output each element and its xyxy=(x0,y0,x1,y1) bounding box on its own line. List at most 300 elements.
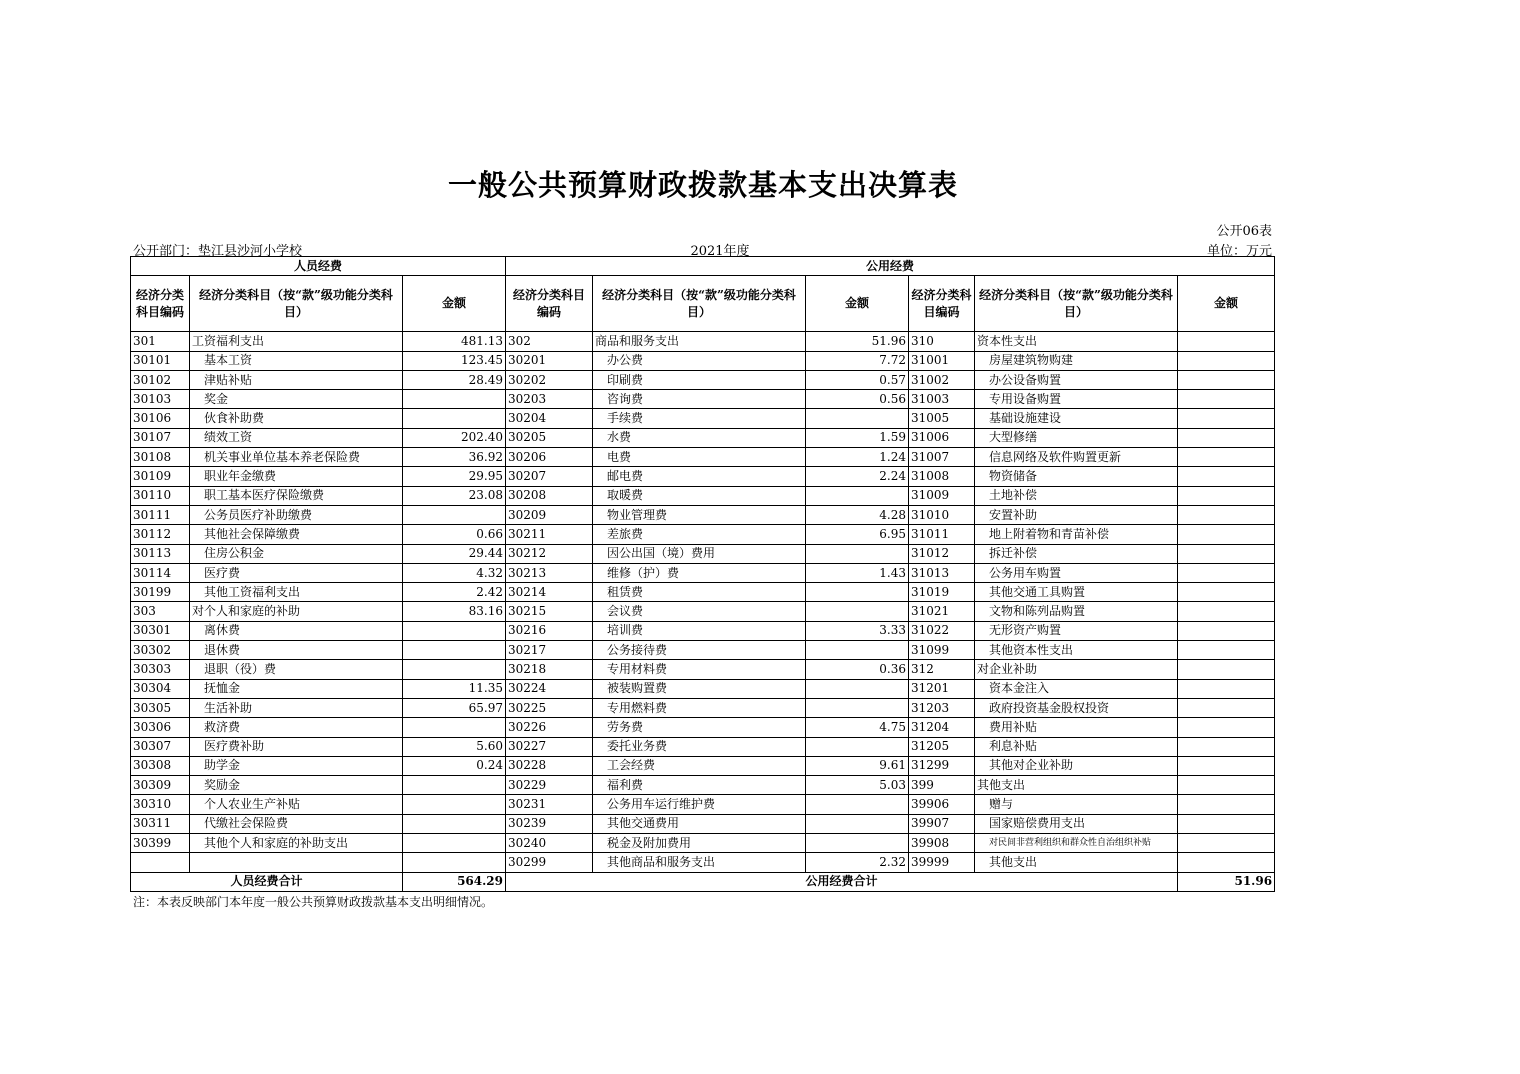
table-row xyxy=(131,428,1275,447)
name-cell: 培训费 xyxy=(593,621,806,640)
code-cell: 30214 xyxy=(506,583,593,602)
col-header-amount: 金额 xyxy=(403,276,506,332)
amount-cell: 4.75 xyxy=(806,718,909,737)
code-cell: 30102 xyxy=(131,370,190,389)
code-cell: 30224 xyxy=(506,679,593,698)
name-cell: 取暖费 xyxy=(593,486,806,505)
name-cell: 生活补助 xyxy=(190,698,403,717)
code-cell: 31003 xyxy=(909,390,975,409)
name-cell: 其他交通费用 xyxy=(593,814,806,833)
name-cell: 机关事业单位基本养老保险费 xyxy=(190,448,403,467)
name-cell: 专用材料费 xyxy=(593,660,806,679)
code-cell: 39999 xyxy=(909,853,975,872)
amount-cell: 2.32 xyxy=(806,853,909,872)
name-cell: 工资福利支出 xyxy=(190,332,403,351)
code-cell: 31099 xyxy=(909,641,975,660)
name-cell: 资本性支出 xyxy=(975,332,1178,351)
name-cell: 基础设施建设 xyxy=(975,409,1178,428)
name-cell: 办公费 xyxy=(593,351,806,370)
code-cell: 30305 xyxy=(131,698,190,717)
name-cell xyxy=(190,853,403,872)
code-cell: 31012 xyxy=(909,544,975,563)
amount-cell: 5.03 xyxy=(806,776,909,795)
name-cell: 助学金 xyxy=(190,756,403,775)
amount-cell: 83.16 xyxy=(403,602,506,621)
amount-cell xyxy=(1178,621,1275,640)
amount-cell xyxy=(806,583,909,602)
amount-cell: 481.13 xyxy=(403,332,506,351)
amount-cell xyxy=(806,544,909,563)
name-cell: 电费 xyxy=(593,448,806,467)
name-cell: 办公设备购置 xyxy=(975,370,1178,389)
name-cell: 奖金 xyxy=(190,390,403,409)
code-cell: 30211 xyxy=(506,525,593,544)
amount-cell xyxy=(1178,351,1275,370)
code-cell: 31022 xyxy=(909,621,975,640)
name-cell: 退职（役）费 xyxy=(190,660,403,679)
name-cell: 邮电费 xyxy=(593,467,806,486)
amount-cell xyxy=(1178,486,1275,505)
unit-label: 单位：万元 xyxy=(1206,244,1272,259)
amount-cell: 0.36 xyxy=(806,660,909,679)
name-cell: 物资储备 xyxy=(975,467,1178,486)
amount-cell xyxy=(1178,370,1275,389)
name-cell: 医疗费补助 xyxy=(190,737,403,756)
amount-cell xyxy=(1178,679,1275,698)
col-header-name: 经济分类科目（按“款”级功能分类科目） xyxy=(975,276,1178,332)
code-cell: 30201 xyxy=(506,351,593,370)
name-cell: 绩效工资 xyxy=(190,428,403,447)
amount-cell xyxy=(1178,409,1275,428)
table-row xyxy=(131,351,1275,370)
code-cell: 30311 xyxy=(131,814,190,833)
amount-cell xyxy=(806,834,909,853)
name-cell: 商品和服务支出 xyxy=(593,332,806,351)
code-cell: 31013 xyxy=(909,563,975,582)
amount-cell xyxy=(1178,583,1275,602)
amount-cell xyxy=(806,641,909,660)
table-row xyxy=(131,390,1275,409)
name-cell: 国家赔偿费用支出 xyxy=(975,814,1178,833)
table-row xyxy=(131,737,1275,756)
code-cell: 31205 xyxy=(909,737,975,756)
name-cell: 其他社会保障缴费 xyxy=(190,525,403,544)
name-cell: 其他支出 xyxy=(975,853,1178,872)
name-cell: 对个人和家庭的补助 xyxy=(190,602,403,621)
amount-cell xyxy=(403,718,506,737)
code-cell: 30308 xyxy=(131,756,190,775)
code-cell: 30108 xyxy=(131,448,190,467)
name-cell: 基本工资 xyxy=(190,351,403,370)
amount-cell xyxy=(1178,505,1275,524)
name-cell: 其他支出 xyxy=(975,776,1178,795)
col-header-code: 经济分类科目编码 xyxy=(131,276,190,332)
name-cell: 差旅费 xyxy=(593,525,806,544)
code-cell: 30203 xyxy=(506,390,593,409)
code-cell: 31203 xyxy=(909,698,975,717)
amount-cell xyxy=(1178,332,1275,351)
name-cell: 医疗费 xyxy=(190,563,403,582)
code-cell: 30228 xyxy=(506,756,593,775)
code-cell: 312 xyxy=(909,660,975,679)
public-total-label: 公用经费合计 xyxy=(506,872,1178,891)
amount-cell: 23.08 xyxy=(403,486,506,505)
code-cell: 30199 xyxy=(131,583,190,602)
footnote: 注：本表反映部门本年度一般公共预算财政拨款基本支出明细情况。 xyxy=(133,895,494,909)
code-cell: 30304 xyxy=(131,679,190,698)
name-cell: 其他交通工具购置 xyxy=(975,583,1178,602)
name-cell: 房屋建筑物购建 xyxy=(975,351,1178,370)
code-cell: 30226 xyxy=(506,718,593,737)
code-cell: 30229 xyxy=(506,776,593,795)
name-cell: 文物和陈列品购置 xyxy=(975,602,1178,621)
table-row xyxy=(131,563,1275,582)
amount-cell xyxy=(403,621,506,640)
personnel-total-label: 人员经费合计 xyxy=(131,872,403,891)
year-label: 2021年度 xyxy=(690,244,750,259)
name-cell: 会议费 xyxy=(593,602,806,621)
code-cell: 31201 xyxy=(909,679,975,698)
name-cell: 其他商品和服务支出 xyxy=(593,853,806,872)
amount-cell: 2.42 xyxy=(403,583,506,602)
name-cell: 奖励金 xyxy=(190,776,403,795)
amount-cell: 51.96 xyxy=(806,332,909,351)
name-cell: 其他工资福利支出 xyxy=(190,583,403,602)
name-cell: 土地补偿 xyxy=(975,486,1178,505)
table-row xyxy=(131,505,1275,524)
col-header-amount: 金额 xyxy=(1178,276,1275,332)
code-cell: 302 xyxy=(506,332,593,351)
name-cell: 委托业务费 xyxy=(593,737,806,756)
name-cell: 信息网络及软件购置更新 xyxy=(975,448,1178,467)
name-cell: 水费 xyxy=(593,428,806,447)
code-cell: 30399 xyxy=(131,834,190,853)
name-cell: 印刷费 xyxy=(593,370,806,389)
amount-cell: 1.59 xyxy=(806,428,909,447)
amount-cell xyxy=(403,853,506,872)
table-row xyxy=(131,795,1275,814)
name-cell: 资本金注入 xyxy=(975,679,1178,698)
code-cell: 301 xyxy=(131,332,190,351)
name-cell: 利息补贴 xyxy=(975,737,1178,756)
name-cell: 政府投资基金股权投资 xyxy=(975,698,1178,717)
name-cell: 无形资产购置 xyxy=(975,621,1178,640)
code-cell: 30215 xyxy=(506,602,593,621)
group-header-public: 公用经费 xyxy=(506,257,1275,276)
code-cell: 30112 xyxy=(131,525,190,544)
name-cell: 退休费 xyxy=(190,641,403,660)
code-cell: 30299 xyxy=(506,853,593,872)
code-cell: 30239 xyxy=(506,814,593,833)
table-row xyxy=(131,448,1275,467)
amount-cell xyxy=(1178,737,1275,756)
name-cell: 赠与 xyxy=(975,795,1178,814)
name-cell: 公务接待费 xyxy=(593,641,806,660)
table-row xyxy=(131,641,1275,660)
name-cell: 费用补贴 xyxy=(975,718,1178,737)
code-cell: 31204 xyxy=(909,718,975,737)
amount-cell xyxy=(403,641,506,660)
code-cell: 30240 xyxy=(506,834,593,853)
table-row xyxy=(131,814,1275,833)
amount-cell xyxy=(1178,544,1275,563)
amount-cell xyxy=(403,795,506,814)
table-row xyxy=(131,583,1275,602)
table-row xyxy=(131,756,1275,775)
name-cell: 被装购置费 xyxy=(593,679,806,698)
name-cell: 职业年金缴费 xyxy=(190,467,403,486)
department-label: 公开部门：垫江县沙河小学校 xyxy=(133,244,303,259)
amount-cell xyxy=(806,486,909,505)
code-cell: 30206 xyxy=(506,448,593,467)
code-cell: 31010 xyxy=(909,505,975,524)
page-title: 一般公共预算财政拨款基本支出决算表 xyxy=(447,168,958,202)
code-cell: 39907 xyxy=(909,814,975,833)
name-cell: 安置补助 xyxy=(975,505,1178,524)
code-cell: 31299 xyxy=(909,756,975,775)
code-cell: 30202 xyxy=(506,370,593,389)
code-cell: 39908 xyxy=(909,834,975,853)
name-cell: 其他个人和家庭的补助支出 xyxy=(190,834,403,853)
table-row xyxy=(131,679,1275,698)
code-cell xyxy=(131,853,190,872)
col-header-name: 经济分类科目（按“款”级功能分类科目） xyxy=(593,276,806,332)
name-cell: 个人农业生产补贴 xyxy=(190,795,403,814)
name-cell: 因公出国（境）费用 xyxy=(593,544,806,563)
code-cell: 30110 xyxy=(131,486,190,505)
amount-cell xyxy=(1178,467,1275,486)
code-cell: 30227 xyxy=(506,737,593,756)
amount-cell xyxy=(403,834,506,853)
name-cell: 租赁费 xyxy=(593,583,806,602)
table-row xyxy=(131,332,1275,351)
name-cell: 其他对企业补助 xyxy=(975,756,1178,775)
code-cell: 31006 xyxy=(909,428,975,447)
code-cell: 30218 xyxy=(506,660,593,679)
code-cell: 30114 xyxy=(131,563,190,582)
amount-cell xyxy=(806,814,909,833)
code-cell: 30302 xyxy=(131,641,190,660)
name-cell: 咨询费 xyxy=(593,390,806,409)
code-cell: 30231 xyxy=(506,795,593,814)
amount-cell xyxy=(1178,776,1275,795)
amount-cell xyxy=(1178,448,1275,467)
table-row xyxy=(131,467,1275,486)
amount-cell: 28.49 xyxy=(403,370,506,389)
amount-cell: 5.60 xyxy=(403,737,506,756)
table-row xyxy=(131,544,1275,563)
amount-cell: 11.35 xyxy=(403,679,506,698)
code-cell: 31008 xyxy=(909,467,975,486)
name-cell: 物业管理费 xyxy=(593,505,806,524)
amount-cell xyxy=(1178,602,1275,621)
amount-cell xyxy=(1178,853,1275,872)
amount-cell xyxy=(1178,756,1275,775)
name-cell: 其他资本性支出 xyxy=(975,641,1178,660)
amount-cell: 29.44 xyxy=(403,544,506,563)
name-cell: 专用设备购置 xyxy=(975,390,1178,409)
table-row xyxy=(131,486,1275,505)
amount-cell xyxy=(806,679,909,698)
amount-cell: 3.33 xyxy=(806,621,909,640)
amount-cell xyxy=(1178,795,1275,814)
amount-cell xyxy=(806,698,909,717)
col-header-name: 经济分类科目（按“款”级功能分类科目） xyxy=(190,276,403,332)
name-cell: 离休费 xyxy=(190,621,403,640)
table-row xyxy=(131,525,1275,544)
code-cell: 30212 xyxy=(506,544,593,563)
code-cell: 31009 xyxy=(909,486,975,505)
code-cell: 31007 xyxy=(909,448,975,467)
name-cell: 维修（护）费 xyxy=(593,563,806,582)
code-cell: 39906 xyxy=(909,795,975,814)
col-header-code: 经济分类科目编码 xyxy=(506,276,593,332)
amount-cell xyxy=(403,660,506,679)
name-cell: 津贴补贴 xyxy=(190,370,403,389)
amount-cell: 4.28 xyxy=(806,505,909,524)
amount-cell xyxy=(1178,428,1275,447)
column-header-row xyxy=(131,276,1275,332)
group-header-row xyxy=(131,257,1275,276)
code-cell: 30306 xyxy=(131,718,190,737)
name-cell: 住房公积金 xyxy=(190,544,403,563)
amount-cell xyxy=(806,737,909,756)
amount-cell: 7.72 xyxy=(806,351,909,370)
amount-cell: 123.45 xyxy=(403,351,506,370)
code-cell: 303 xyxy=(131,602,190,621)
amount-cell xyxy=(1178,641,1275,660)
code-cell: 30307 xyxy=(131,737,190,756)
code-cell: 31019 xyxy=(909,583,975,602)
name-cell: 职工基本医疗保险缴费 xyxy=(190,486,403,505)
form-number: 公开06表 xyxy=(1216,224,1272,239)
code-cell: 30103 xyxy=(131,390,190,409)
table-row xyxy=(131,660,1275,679)
amount-cell: 0.57 xyxy=(806,370,909,389)
group-header-personnel: 人员经费 xyxy=(131,257,506,276)
amount-cell: 4.32 xyxy=(403,563,506,582)
amount-cell: 65.97 xyxy=(403,698,506,717)
name-cell: 伙食补助费 xyxy=(190,409,403,428)
name-cell: 手续费 xyxy=(593,409,806,428)
code-cell: 30213 xyxy=(506,563,593,582)
name-cell: 公务用车购置 xyxy=(975,563,1178,582)
code-cell: 30207 xyxy=(506,467,593,486)
name-cell: 代缴社会保险费 xyxy=(190,814,403,833)
amount-cell xyxy=(1178,660,1275,679)
amount-cell xyxy=(1178,834,1275,853)
code-cell: 399 xyxy=(909,776,975,795)
code-cell: 30113 xyxy=(131,544,190,563)
amount-cell: 36.92 xyxy=(403,448,506,467)
amount-cell: 2.24 xyxy=(806,467,909,486)
code-cell: 30106 xyxy=(131,409,190,428)
amount-cell: 9.61 xyxy=(806,756,909,775)
amount-cell xyxy=(1178,698,1275,717)
code-cell: 30309 xyxy=(131,776,190,795)
amount-cell: 1.24 xyxy=(806,448,909,467)
name-cell: 公务员医疗补助缴费 xyxy=(190,505,403,524)
table-row xyxy=(131,853,1275,872)
table-row xyxy=(131,776,1275,795)
code-cell: 30225 xyxy=(506,698,593,717)
code-cell: 31005 xyxy=(909,409,975,428)
amount-cell: 0.66 xyxy=(403,525,506,544)
code-cell: 30303 xyxy=(131,660,190,679)
amount-cell: 29.95 xyxy=(403,467,506,486)
amount-cell xyxy=(1178,718,1275,737)
name-cell: 公务用车运行维护费 xyxy=(593,795,806,814)
name-cell: 劳务费 xyxy=(593,718,806,737)
name-cell: 对企业补助 xyxy=(975,660,1178,679)
amount-cell xyxy=(403,814,506,833)
amount-cell xyxy=(403,776,506,795)
code-cell: 30301 xyxy=(131,621,190,640)
code-cell: 30208 xyxy=(506,486,593,505)
amount-cell xyxy=(1178,563,1275,582)
amount-cell xyxy=(1178,525,1275,544)
name-cell: 抚恤金 xyxy=(190,679,403,698)
amount-cell: 1.43 xyxy=(806,563,909,582)
totals-row xyxy=(131,872,1275,891)
code-cell: 30101 xyxy=(131,351,190,370)
amount-cell xyxy=(806,602,909,621)
amount-cell: 0.56 xyxy=(806,390,909,409)
amount-cell xyxy=(1178,814,1275,833)
amount-cell: 6.95 xyxy=(806,525,909,544)
code-cell: 30310 xyxy=(131,795,190,814)
amount-cell xyxy=(403,409,506,428)
name-cell: 专用燃料费 xyxy=(593,698,806,717)
code-cell: 30107 xyxy=(131,428,190,447)
amount-cell xyxy=(806,795,909,814)
table-row xyxy=(131,370,1275,389)
name-cell: 对民间非营利组织和群众性自治组织补贴 xyxy=(975,834,1178,853)
table-row xyxy=(131,409,1275,428)
table-row xyxy=(131,834,1275,853)
code-cell: 30111 xyxy=(131,505,190,524)
name-cell: 地上附着物和青苗补偿 xyxy=(975,525,1178,544)
table-row xyxy=(131,698,1275,717)
name-cell: 工会经费 xyxy=(593,756,806,775)
code-cell: 30204 xyxy=(506,409,593,428)
amount-cell xyxy=(1178,390,1275,409)
table-row xyxy=(131,718,1275,737)
amount-cell: 202.40 xyxy=(403,428,506,447)
amount-cell xyxy=(806,409,909,428)
code-cell: 31001 xyxy=(909,351,975,370)
name-cell: 税金及附加费用 xyxy=(593,834,806,853)
code-cell: 31002 xyxy=(909,370,975,389)
public-total-value: 51.96 xyxy=(1178,872,1275,891)
amount-cell xyxy=(403,505,506,524)
code-cell: 30216 xyxy=(506,621,593,640)
name-cell: 福利费 xyxy=(593,776,806,795)
amount-cell xyxy=(403,390,506,409)
name-cell: 救济费 xyxy=(190,718,403,737)
table-row xyxy=(131,602,1275,621)
name-cell: 拆迁补偿 xyxy=(975,544,1178,563)
expenditure-table xyxy=(130,256,1275,892)
col-header-amount: 金额 xyxy=(806,276,909,332)
code-cell: 30205 xyxy=(506,428,593,447)
code-cell: 31021 xyxy=(909,602,975,621)
col-header-code: 经济分类科目编码 xyxy=(909,276,975,332)
code-cell: 30217 xyxy=(506,641,593,660)
name-cell: 大型修缮 xyxy=(975,428,1178,447)
code-cell: 30209 xyxy=(506,505,593,524)
amount-cell: 0.24 xyxy=(403,756,506,775)
